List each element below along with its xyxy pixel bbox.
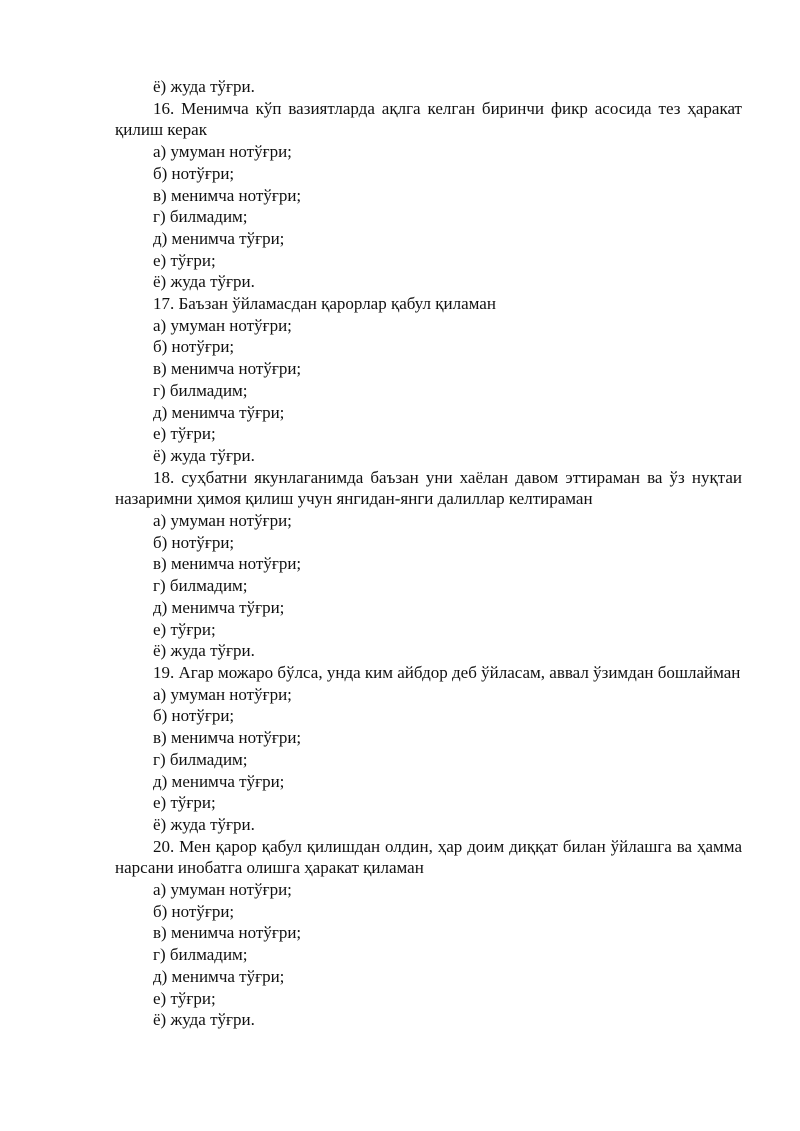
- answer-option: д) менимча тўғри;: [153, 771, 285, 791]
- answer-option: б) нотўғри;: [153, 901, 235, 921]
- answer-option: ё) жуда тўғри.: [153, 445, 255, 465]
- answer-option: а) умуман нотўғри;: [153, 684, 292, 704]
- answer-option: е) тўғри;: [153, 988, 216, 1008]
- question-block: [115, 836, 742, 1031]
- answer-option: в) менимча нотўғри;: [153, 185, 302, 205]
- answer-option: д) менимча тўғри;: [153, 597, 285, 617]
- answer-option: г) билмадим;: [153, 945, 248, 965]
- answer-option: б) нотўғри;: [153, 532, 235, 552]
- answer-option: а) умуман нотўғри;: [153, 511, 292, 531]
- question-text: 20. Мен қарор қабул қилишдан олдин, ҳар доим диққат билан ўйлашга ва ҳамма нарсани инобатга олишга ҳаракат қиламан: [115, 836, 742, 878]
- answer-option: в) менимча нотўғри;: [153, 359, 302, 379]
- question-text: 16. Менимча кўп вазиятларда ақлга келган биринчи фикр асосида тез ҳаракат қилиш керак: [115, 98, 742, 140]
- answer-option: г) билмадим;: [153, 749, 248, 769]
- answer-option: б) нотўғри;: [153, 337, 235, 357]
- answer-option: е) тўғри;: [153, 793, 216, 813]
- answer-option: е) тўғри;: [153, 250, 216, 270]
- question-text: 17. Баъзан ўйламасдан қарорлар қабул қиламан: [153, 294, 496, 314]
- answer-option: д) менимча тўғри;: [153, 228, 285, 248]
- answer-option: д) менимча тўғри;: [153, 402, 285, 422]
- answer-option: г) билмадим;: [153, 207, 248, 227]
- question-list: [115, 98, 742, 1031]
- lead-option: ё) жуда тўғри.: [153, 77, 255, 96]
- answer-option: д) менимча тўғри;: [153, 966, 285, 986]
- answer-option: а) умуман нотўғри;: [153, 315, 292, 335]
- answer-option: г) билмадим;: [153, 576, 248, 596]
- answer-option: ё) жуда тўғри.: [153, 814, 255, 834]
- question-text: 19. Агар можаро бўлса, унда ким айбдор деб ўйласам, аввал ўзимдан бошлайман: [153, 662, 741, 682]
- question-text: 18. суҳбатни якунлаганимда баъзан уни хаёлан давом эттираман ва ўз нуқтаи назаримни ҳимоя қилиш учун янгидан-янги далиллар келтираман: [115, 467, 742, 509]
- answer-option: а) умуман нотўғри;: [153, 142, 292, 162]
- question-block: [115, 293, 742, 467]
- question-block: [115, 662, 742, 836]
- question-block: [115, 98, 742, 293]
- answer-option: ё) жуда тўғри.: [153, 641, 255, 661]
- answer-option: г) билмадим;: [153, 380, 248, 400]
- answer-option: ё) жуда тўғри.: [153, 272, 255, 292]
- answer-option: а) умуман нотўғри;: [153, 880, 292, 900]
- answer-option: в) менимча нотўғри;: [153, 728, 302, 748]
- question-block: [115, 467, 742, 662]
- answer-option: в) менимча нотўғри;: [153, 554, 302, 574]
- answer-option: е) тўғри;: [153, 619, 216, 639]
- answer-option: ё) жуда тўғри.: [153, 1010, 255, 1030]
- answer-option: е) тўғри;: [153, 424, 216, 444]
- document-page: [115, 76, 742, 1031]
- answer-option: б) нотўғри;: [153, 163, 235, 183]
- answer-option: в) менимча нотўғри;: [153, 923, 302, 943]
- answer-option: б) нотўғри;: [153, 706, 235, 726]
